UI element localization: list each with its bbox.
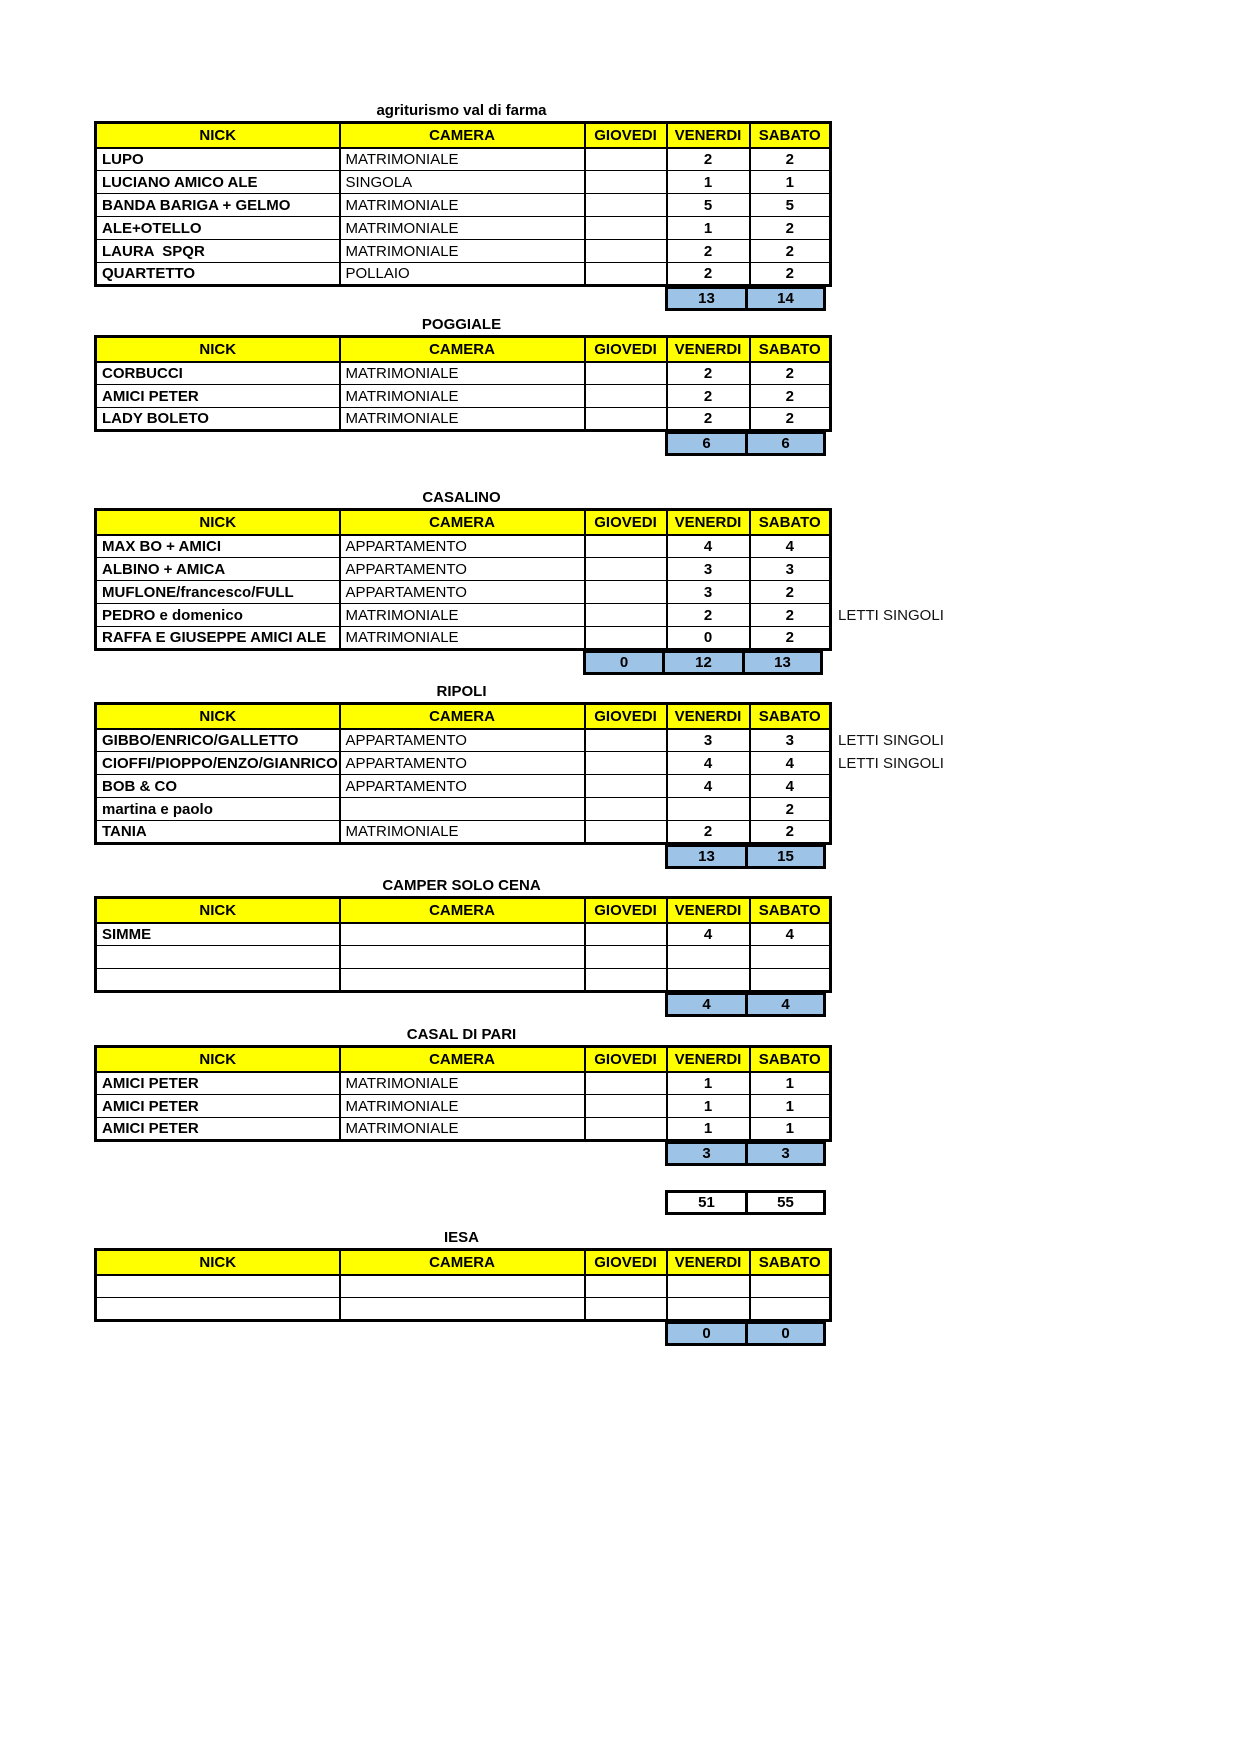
total-sabato: 6 [745,431,826,456]
total-sabato: 3 [745,1141,826,1166]
cell-nick: BOB & CO [96,775,340,798]
cell-giovedi [585,1275,667,1298]
cell-sabato: 2 [750,798,831,821]
column-header-giovedi: GIOVEDI [585,898,667,923]
cell-venerdi [667,798,750,821]
table-row [96,1298,831,1321]
table-row [96,148,831,171]
cell-venerdi: 3 [667,581,750,604]
cell-venerdi: 3 [667,729,750,752]
header-row [96,704,831,729]
section-grand-total [94,1190,829,1215]
section-agriturismo-val-di-farma [94,100,829,311]
cell-nick: PEDRO e domenico [96,604,340,627]
column-header-camera: CAMERA [340,510,585,535]
table-row [96,408,831,431]
cell-venerdi: 4 [667,535,750,558]
cell-giovedi [585,535,667,558]
section-title: IESA [443,1229,479,1246]
letti-singoli-note: LETTI SINGOLI [838,606,944,624]
column-header-giovedi: GIOVEDI [585,704,667,729]
cell-giovedi [585,408,667,431]
table-row [96,217,831,240]
column-header-camera: CAMERA [340,123,585,148]
cell-giovedi [585,775,667,798]
table-row [96,558,831,581]
cell-giovedi [585,821,667,844]
cell-sabato: 2 [750,240,831,263]
cell-camera: APPARTAMENTO [340,558,585,581]
column-header-giovedi: GIOVEDI [585,510,667,535]
booking-table [94,508,944,651]
cell-giovedi [585,263,667,286]
column-header-venerdi: VENERDI [667,337,750,362]
total-venerdi: 13 [665,844,748,869]
cell-nick: AMICI PETER [96,385,340,408]
table-row [96,240,831,263]
booking-table [94,1248,832,1322]
totals-row [665,431,829,456]
total-venerdi: 13 [665,286,748,311]
table-row [96,194,831,217]
cell-camera: MATRIMONIALE [340,362,585,385]
cell-camera: MATRIMONIALE [340,385,585,408]
cell-sabato: 2 [750,217,831,240]
cell-nick: AMICI PETER [96,1095,340,1118]
table-row [96,627,831,650]
column-header-nick: NICK [96,123,340,148]
column-header-sabato: SABATO [750,123,831,148]
cell-giovedi [585,1118,667,1141]
cell-sabato: 4 LETTI SINGOLI [750,752,831,775]
cell-venerdi: 2 [667,604,750,627]
grand-total-sabato: 55 [745,1190,826,1215]
column-header-nick: NICK [96,510,340,535]
table-row [96,385,831,408]
cell-venerdi [667,1298,750,1321]
total-sabato: 4 [745,992,826,1017]
cell-nick: BANDA BARIGA + GELMO [96,194,340,217]
cell-camera: MATRIMONIALE [340,627,585,650]
column-header-camera: CAMERA [340,898,585,923]
section-title: CASALINO [422,489,501,506]
cell-sabato: 2 [750,263,831,286]
letti-singoli-note: LETTI SINGOLI [838,731,944,749]
column-header-nick: NICK [96,704,340,729]
cell-venerdi: 4 [667,752,750,775]
table-row [96,946,831,969]
column-header-camera: CAMERA [340,1250,585,1275]
cell-camera: MATRIMONIALE [340,408,585,431]
booking-table [94,1045,832,1142]
cell-venerdi: 1 [667,1072,750,1095]
cell-sabato: 2 [750,627,831,650]
cell-giovedi [585,627,667,650]
cell-camera [340,1298,585,1321]
cell-nick [96,1298,340,1321]
cell-sabato: 4 [750,923,831,946]
cell-camera: MATRIMONIALE [340,821,585,844]
column-header-sabato: SABATO [750,510,831,535]
column-header-venerdi: VENERDI [667,704,750,729]
cell-camera: MATRIMONIALE [340,1072,585,1095]
table-row [96,729,831,752]
cell-giovedi [585,752,667,775]
total-venerdi: 4 [665,992,748,1017]
cell-giovedi [585,558,667,581]
cell-venerdi: 2 [667,263,750,286]
totals-row [665,286,829,311]
cell-venerdi: 3 [667,558,750,581]
column-header-camera: CAMERA [340,704,585,729]
cell-camera: APPARTAMENTO [340,581,585,604]
cell-camera: MATRIMONIALE [340,1118,585,1141]
cell-nick: ALE+OTELLO [96,217,340,240]
column-header-sabato: SABATO [750,337,831,362]
total-venerdi: 0 [665,1321,748,1346]
cell-nick: LUPO [96,148,340,171]
cell-nick: LAURA SPQR [96,240,340,263]
cell-sabato [750,1298,831,1321]
cell-giovedi [585,923,667,946]
cell-sabato: 2 [750,821,831,844]
cell-camera: APPARTAMENTO [340,729,585,752]
column-header-venerdi: VENERDI [667,123,750,148]
table-row [96,923,831,946]
header-row [96,337,831,362]
column-header-sabato: SABATO [750,1250,831,1275]
cell-camera: MATRIMONIALE [340,217,585,240]
grand-total-row [665,1190,829,1215]
booking-table [94,702,944,845]
totals-row [583,650,829,675]
column-header-venerdi: VENERDI [667,1047,750,1072]
cell-giovedi [585,581,667,604]
column-header-nick: NICK [96,337,340,362]
cell-sabato: 1 [750,1118,831,1141]
cell-sabato: 3 [750,558,831,581]
cell-camera [340,969,585,992]
cell-venerdi: 1 [667,1095,750,1118]
cell-venerdi: 1 [667,171,750,194]
column-header-nick: NICK [96,1047,340,1072]
cell-venerdi: 5 [667,194,750,217]
cell-sabato: 4 [750,535,831,558]
cell-nick: martina e paolo [96,798,340,821]
cell-giovedi [585,362,667,385]
cell-giovedi [585,171,667,194]
table-row [96,535,831,558]
cell-venerdi: 4 [667,923,750,946]
cell-camera: MATRIMONIALE [340,1095,585,1118]
cell-nick: TANIA [96,821,340,844]
cell-nick: MUFLONE/francesco/FULL [96,581,340,604]
cell-camera: APPARTAMENTO [340,535,585,558]
cell-camera [340,798,585,821]
section-title: agriturismo val di farma [376,102,547,119]
cell-giovedi [585,1095,667,1118]
cell-venerdi: 4 [667,775,750,798]
cell-camera: MATRIMONIALE [340,604,585,627]
section-poggiale [94,314,829,456]
column-header-giovedi: GIOVEDI [585,123,667,148]
cell-venerdi: 2 [667,148,750,171]
cell-venerdi: 2 [667,240,750,263]
column-header-sabato: SABATO [750,1047,831,1072]
totals-row [665,1141,829,1166]
total-sabato: 0 [745,1321,826,1346]
letti-singoli-note: LETTI SINGOLI [838,754,944,772]
header-row [96,1250,831,1275]
cell-venerdi [667,1275,750,1298]
section-title: CASAL DI PARI [406,1026,517,1043]
table-row [96,171,831,194]
table-row [96,798,831,821]
column-header-nick: NICK [96,898,340,923]
cell-giovedi [585,969,667,992]
column-header-venerdi: VENERDI [667,510,750,535]
cell-venerdi: 2 [667,385,750,408]
table-row [96,1118,831,1141]
total-sabato: 14 [745,286,826,311]
table-row [96,821,831,844]
cell-nick: GIBBO/ENRICO/GALLETTO [96,729,340,752]
section-casalino [94,487,944,675]
table-row [96,775,831,798]
header-row [96,123,831,148]
section-casal-di-pari [94,1024,829,1166]
cell-sabato: 4 [750,775,831,798]
cell-venerdi: 0 [667,627,750,650]
cell-sabato: 1 [750,1095,831,1118]
cell-camera [340,1275,585,1298]
cell-nick [96,946,340,969]
cell-sabato: 1 [750,1072,831,1095]
cell-sabato: 1 [750,171,831,194]
cell-venerdi: 1 [667,217,750,240]
header-row [96,510,831,535]
cell-sabato: 2 [750,581,831,604]
cell-sabato: 2 LETTI SINGOLI [750,604,831,627]
column-header-camera: CAMERA [340,1047,585,1072]
cell-venerdi: 2 [667,408,750,431]
column-header-venerdi: VENERDI [667,898,750,923]
column-header-giovedi: GIOVEDI [585,1047,667,1072]
table-row [96,1275,831,1298]
cell-camera: MATRIMONIALE [340,148,585,171]
column-header-giovedi: GIOVEDI [585,337,667,362]
booking-table [94,335,832,432]
grand-total-venerdi: 51 [665,1190,748,1215]
cell-camera: SINGOLA [340,171,585,194]
total-sabato: 15 [745,844,826,869]
totals-row [665,844,829,869]
cell-nick: AMICI PETER [96,1118,340,1141]
column-header-camera: CAMERA [340,337,585,362]
column-header-sabato: SABATO [750,704,831,729]
cell-nick [96,1275,340,1298]
cell-giovedi [585,946,667,969]
cell-nick: MAX BO + AMICI [96,535,340,558]
cell-camera [340,923,585,946]
cell-nick: AMICI PETER [96,1072,340,1095]
table-row [96,362,831,385]
total-venerdi: 12 [662,650,745,675]
cell-giovedi [585,148,667,171]
header-row [96,898,831,923]
column-header-sabato: SABATO [750,898,831,923]
table-row [96,604,831,627]
total-venerdi: 3 [665,1141,748,1166]
cell-sabato [750,969,831,992]
cell-sabato: 3 LETTI SINGOLI [750,729,831,752]
sheet-content [94,100,1094,1346]
cell-giovedi [585,240,667,263]
column-header-nick: NICK [96,1250,340,1275]
cell-nick: QUARTETTO [96,263,340,286]
booking-table [94,121,832,287]
column-header-venerdi: VENERDI [667,1250,750,1275]
cell-camera: MATRIMONIALE [340,194,585,217]
cell-camera: APPARTAMENTO [340,752,585,775]
cell-giovedi [585,729,667,752]
cell-nick [96,969,340,992]
cell-venerdi: 1 [667,1118,750,1141]
column-header-giovedi: GIOVEDI [585,1250,667,1275]
cell-camera: MATRIMONIALE [340,240,585,263]
total-sabato: 13 [742,650,823,675]
cell-giovedi [585,194,667,217]
cell-sabato: 2 [750,148,831,171]
table-row [96,581,831,604]
cell-venerdi [667,946,750,969]
cell-sabato: 2 [750,362,831,385]
cell-giovedi [585,1298,667,1321]
header-row [96,1047,831,1072]
section-title: POGGIALE [421,316,502,333]
section-ripoli [94,681,944,869]
section-camper-solo-cena [94,875,829,1017]
table-row [96,969,831,992]
cell-camera: POLLAIO [340,263,585,286]
cell-sabato: 2 [750,385,831,408]
cell-sabato [750,1275,831,1298]
section-title: CAMPER SOLO CENA [382,877,541,894]
cell-sabato [750,946,831,969]
cell-sabato: 5 [750,194,831,217]
cell-giovedi [585,604,667,627]
table-row [96,752,831,775]
table-row [96,1095,831,1118]
cell-nick: LADY BOLETO [96,408,340,431]
table-row [96,1072,831,1095]
total-giovedi: 0 [583,650,665,675]
cell-nick: SIMME [96,923,340,946]
cell-nick: RAFFA E GIUSEPPE AMICI ALE [96,627,340,650]
cell-giovedi [585,798,667,821]
cell-sabato: 2 [750,408,831,431]
cell-venerdi: 2 [667,821,750,844]
cell-camera: APPARTAMENTO [340,775,585,798]
cell-nick: CORBUCCI [96,362,340,385]
cell-camera [340,946,585,969]
table-row [96,263,831,286]
cell-venerdi: 2 [667,362,750,385]
booking-table [94,896,832,993]
cell-giovedi [585,217,667,240]
cell-nick: ALBINO + AMICA [96,558,340,581]
cell-giovedi [585,1072,667,1095]
totals-row [665,992,829,1017]
cell-venerdi [667,969,750,992]
cell-nick: LUCIANO AMICO ALE [96,171,340,194]
section-iesa [94,1227,829,1346]
total-venerdi: 6 [665,431,748,456]
totals-row [665,1321,829,1346]
section-title: RIPOLI [436,683,487,700]
cell-giovedi [585,385,667,408]
cell-nick: CIOFFI/PIOPPO/ENZO/GIANRICO [96,752,340,775]
